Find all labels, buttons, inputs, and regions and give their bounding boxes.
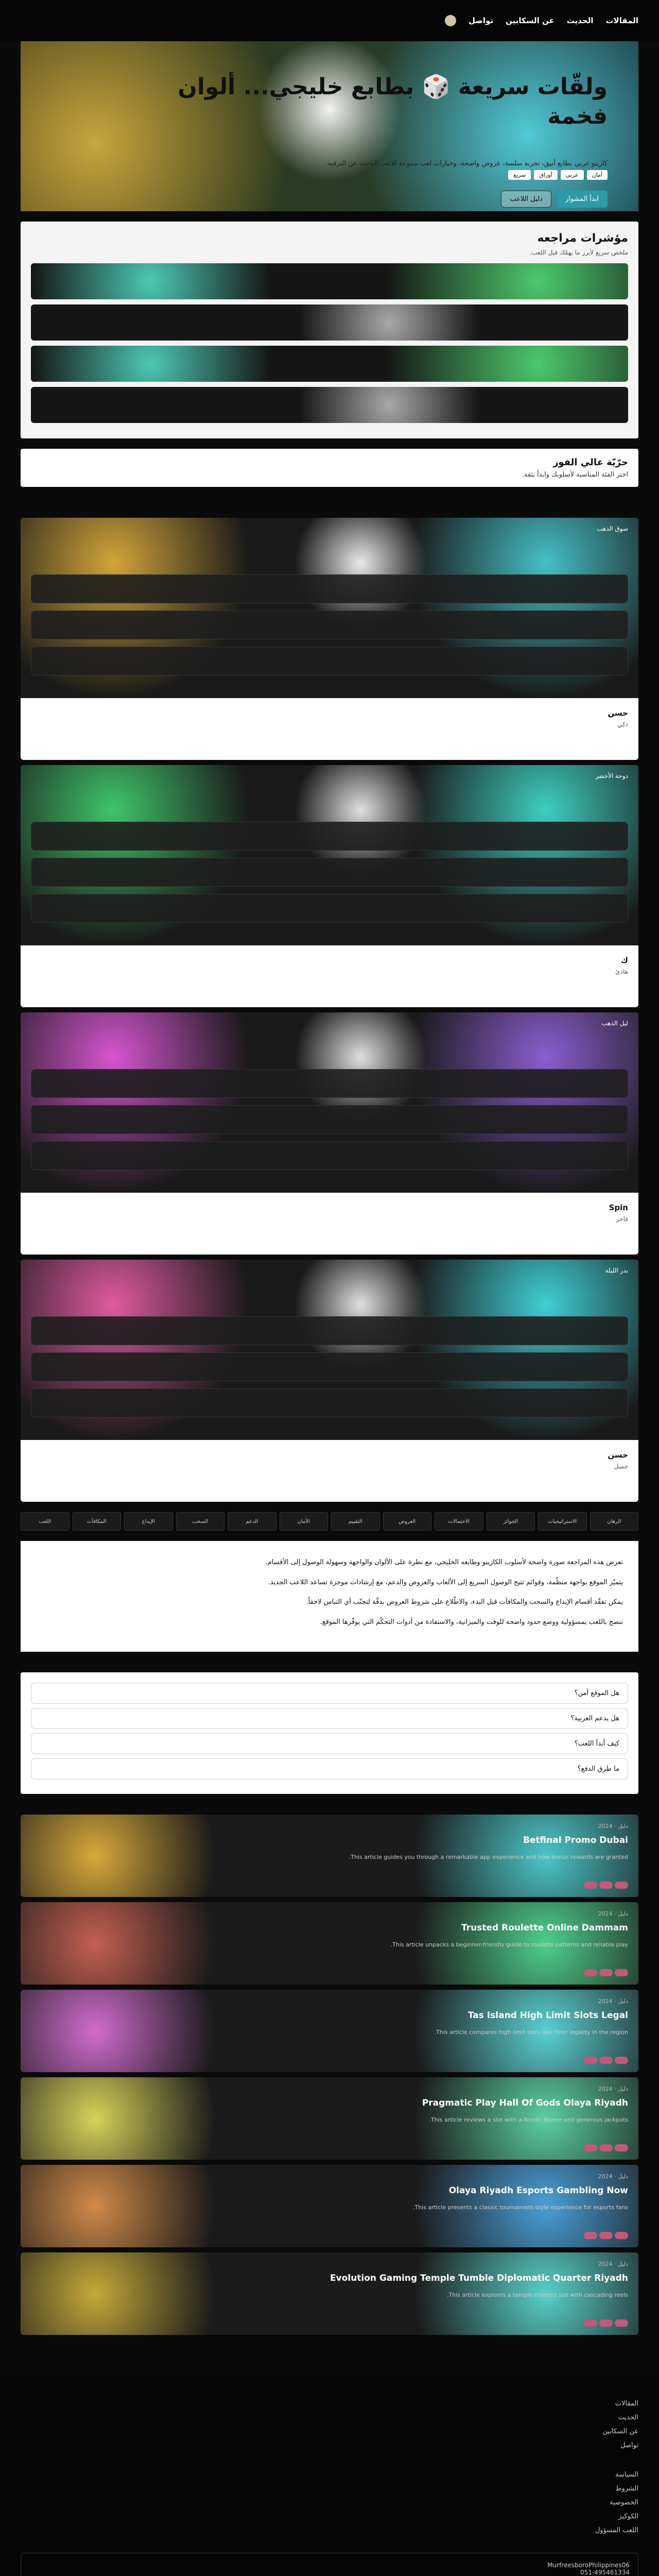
- related-badges: [584, 2144, 628, 2151]
- card-footer: [21, 945, 638, 1007]
- related-badges: [584, 1882, 628, 1889]
- winner-box: [21, 449, 638, 487]
- hero-title: ولقّات سريعة 🎲 بطابع خليجي... ألوان فخمة: [178, 74, 608, 130]
- card-bar: [31, 611, 628, 639]
- footer-link[interactable]: المقالات: [615, 2399, 638, 2408]
- card-bar: [31, 894, 628, 923]
- faq-question[interactable]: ما طرق الدفع؟: [31, 1758, 628, 1780]
- card-label: دوحة الأخضر: [595, 772, 628, 779]
- related-card[interactable]: [21, 2165, 638, 2247]
- related-text: This article presents a classic tournament-style experience for esports fans.: [412, 2204, 628, 2211]
- hero-banner: [21, 41, 638, 211]
- related-card[interactable]: [21, 1990, 638, 2072]
- nav-contact[interactable]: تواصل: [469, 16, 494, 25]
- card-bar: [31, 858, 628, 887]
- related-text: This article unpacks a beginner-friendly guide to roulette patterns and reliable play.: [390, 1941, 628, 1948]
- footer-nav: [21, 2397, 638, 2452]
- site-footer: [0, 2376, 659, 2576]
- card-bar: [31, 1352, 628, 1381]
- related-meta: دليل · 2024: [598, 2173, 628, 2180]
- related-articles: [21, 1815, 638, 2335]
- hero-description: كازينو عربي بطابع أنيق، تجربة سلسة، عروض واضحة، وخيارات لعب متنوعة للاعب الباحث عن الترفيه.: [325, 160, 608, 167]
- footer-link[interactable]: السياسة: [615, 2470, 638, 2479]
- faq-question[interactable]: هل الموقع آمن؟: [31, 1683, 628, 1704]
- article-paragraph: تعرض هذه المراجعة صورة واضحة لأسلوب الكازينو وطابعه الخليجي، مع نظرة على الألوان والواجهة وسهولة الوصول إلى الأقسام.: [265, 1558, 623, 1566]
- game-card[interactable]: [21, 1260, 638, 1502]
- game-card[interactable]: [21, 765, 638, 1007]
- topic-tab[interactable]: الاستراتيجيات: [538, 1512, 587, 1531]
- card-title: ك: [621, 956, 628, 965]
- card-bar: [31, 1316, 628, 1345]
- card-bar: [31, 574, 628, 603]
- start-button[interactable]: ابدأ المشوار: [557, 191, 608, 208]
- related-card[interactable]: [21, 1815, 638, 1897]
- guide-button[interactable]: دليل اللاعب: [501, 191, 551, 208]
- nav-news[interactable]: الحديث: [566, 16, 594, 25]
- footer-link[interactable]: الشروط: [615, 2484, 638, 2493]
- indicators-subtitle: ملخص سريع لأبرز ما يهمّك قبل اللعب.: [529, 249, 628, 256]
- related-badges: [584, 2319, 628, 2327]
- card-label: سوق الذهب: [597, 525, 628, 532]
- card-footer: [21, 698, 638, 760]
- hero-pills: [508, 170, 608, 180]
- site-logo[interactable]: [445, 15, 456, 26]
- hero-buttons: [501, 191, 608, 208]
- article-paragraph: يتميّز الموقع بواجهة منظّمة، وقوائم تتيح الوصول السريع إلى الألعاب والعروض والدعم، مع إرشادات موجزة تساعد اللاعب الجديد.: [268, 1578, 623, 1586]
- topic-tab[interactable]: اللعب: [21, 1512, 70, 1531]
- indicators-section: [21, 222, 638, 438]
- card-bar: [31, 1141, 628, 1170]
- card-sub: جميل: [614, 1463, 628, 1470]
- related-card[interactable]: [21, 2252, 638, 2335]
- footer-link[interactable]: اللعب المسؤول: [595, 2526, 638, 2534]
- related-text: This article explores a temple-themed slot with cascading reels.: [447, 2291, 628, 2298]
- contact-line: 051-495461334: [580, 2568, 630, 2576]
- topic-tab[interactable]: الإيداع: [124, 1512, 173, 1531]
- card-label: ليل الذهب: [601, 1020, 628, 1027]
- card-sub: فاخر: [616, 1215, 628, 1223]
- hero-pill: أوراق: [534, 170, 557, 180]
- card-sub: هادئ: [615, 968, 628, 975]
- topic-tab[interactable]: الرهان: [590, 1512, 639, 1531]
- related-text: This article compares high limit slots and their legality in the region.: [434, 2028, 628, 2036]
- article-body: [21, 1541, 638, 1652]
- card-sub: ذكي: [617, 721, 628, 728]
- card-title: Spin: [609, 1203, 628, 1212]
- related-card[interactable]: [21, 1902, 638, 1985]
- game-card[interactable]: [21, 518, 638, 760]
- hero-pill: عربي: [561, 170, 584, 180]
- related-badges: [584, 2057, 628, 2064]
- card-bar: [31, 1069, 628, 1098]
- related-meta: دليل · 2024: [598, 1822, 628, 1829]
- indicator-row: [31, 346, 628, 382]
- topic-tab[interactable]: الاحتمالات: [435, 1512, 483, 1531]
- article-paragraph: ننصح باللعب بمسؤولية ووضع حدود واضحة للوقت والميزانية، والاستفادة من أدوات التحكّم التي يوفّرها الموقع.: [320, 1618, 623, 1626]
- footer-legal: [21, 2468, 638, 2537]
- contact-line: MurfreesboroPhilippines06: [547, 2561, 630, 2569]
- footer-link[interactable]: تواصل: [620, 2441, 638, 2449]
- related-meta: دليل · 2024: [598, 1910, 628, 1917]
- footer-contact: [21, 2553, 638, 2576]
- related-title: Pragmatic Play Hall Of Gods Olaya Riyadh: [422, 2097, 628, 2108]
- indicator-row: [31, 263, 628, 299]
- footer-link[interactable]: الحديث: [618, 2413, 638, 2421]
- nav-articles[interactable]: المقالات: [605, 16, 638, 25]
- card-title: حسن: [608, 1450, 628, 1460]
- card-footer: [21, 1440, 638, 1502]
- related-title: Evolution Gaming Temple Tumble Diplomatic Quarter Riyadh: [330, 2273, 628, 2283]
- game-cards: [21, 518, 638, 1502]
- hero-pill: أمان: [587, 170, 608, 180]
- card-bar: [31, 647, 628, 675]
- related-text: This article reviews a slot with a Nordic theme and generous jackpots.: [429, 2116, 628, 2123]
- card-footer: [21, 1193, 638, 1255]
- related-title: Trusted Roulette Online Dammam: [461, 1922, 628, 1933]
- footer-link[interactable]: الخصوصية: [610, 2498, 638, 2506]
- related-badges: [584, 2232, 628, 2239]
- hero-pill: سريع: [508, 170, 531, 180]
- related-badges: [584, 1969, 628, 1976]
- related-meta: دليل · 2024: [598, 1997, 628, 2005]
- card-bar: [31, 822, 628, 851]
- article-paragraph: يمكن تفقّد أقسام الإيداع والسحب والمكافآت قبل البدء، والاطّلاع على شروط العروض بدقّة لتجنّب أي التباس لاحقاً.: [306, 1598, 623, 1606]
- related-text: This article guides you through a remarkable app experience and how bonus rewards are granted.: [349, 1853, 628, 1860]
- related-card[interactable]: [21, 2077, 638, 2160]
- related-title: Tas Island High Limit Slots Legal: [467, 2010, 628, 2021]
- topic-tab[interactable]: الأمان: [280, 1512, 328, 1531]
- topic-tab[interactable]: العروض: [383, 1512, 432, 1531]
- topic-tab[interactable]: المكافآت: [73, 1512, 122, 1531]
- topic-tab[interactable]: السحب: [176, 1512, 225, 1531]
- related-title: Betfinal Promo Dubai: [523, 1835, 628, 1845]
- card-title: حسن: [608, 708, 628, 718]
- card-label: بدر الليلة: [605, 1267, 628, 1274]
- footer-link[interactable]: الكوكيز: [618, 2512, 638, 2520]
- topic-tab[interactable]: التقييم: [331, 1512, 380, 1531]
- related-title: Olaya Riyadh Esports Gambling Now: [448, 2185, 628, 2196]
- footer-link[interactable]: عن السكابين: [602, 2427, 638, 2435]
- faq-section: [21, 1672, 638, 1794]
- related-meta: دليل · 2024: [598, 2085, 628, 2092]
- indicator-row: [31, 304, 628, 341]
- topic-tab[interactable]: الجوائز: [487, 1512, 535, 1531]
- top-nav: [0, 0, 659, 41]
- winner-text: اختر الفئة المناسبة لأسلوبك وابدأ بثقة.: [522, 471, 628, 479]
- game-card[interactable]: [21, 1012, 638, 1255]
- faq-question[interactable]: هل يدعم العربية؟: [31, 1708, 628, 1729]
- card-bar: [31, 1388, 628, 1417]
- related-meta: دليل · 2024: [598, 2260, 628, 2267]
- winner-title: حرّيّة عالي الفوز: [553, 457, 628, 468]
- indicators-title: مؤشرات مراجعه: [537, 232, 628, 245]
- faq-question[interactable]: كيف أبدأ اللعب؟: [31, 1733, 628, 1754]
- topic-tabs: [21, 1512, 638, 1531]
- indicator-row: [31, 387, 628, 423]
- topic-tab[interactable]: الدعم: [228, 1512, 276, 1531]
- nav-about[interactable]: عن السكابين: [506, 16, 554, 25]
- card-bar: [31, 1105, 628, 1134]
